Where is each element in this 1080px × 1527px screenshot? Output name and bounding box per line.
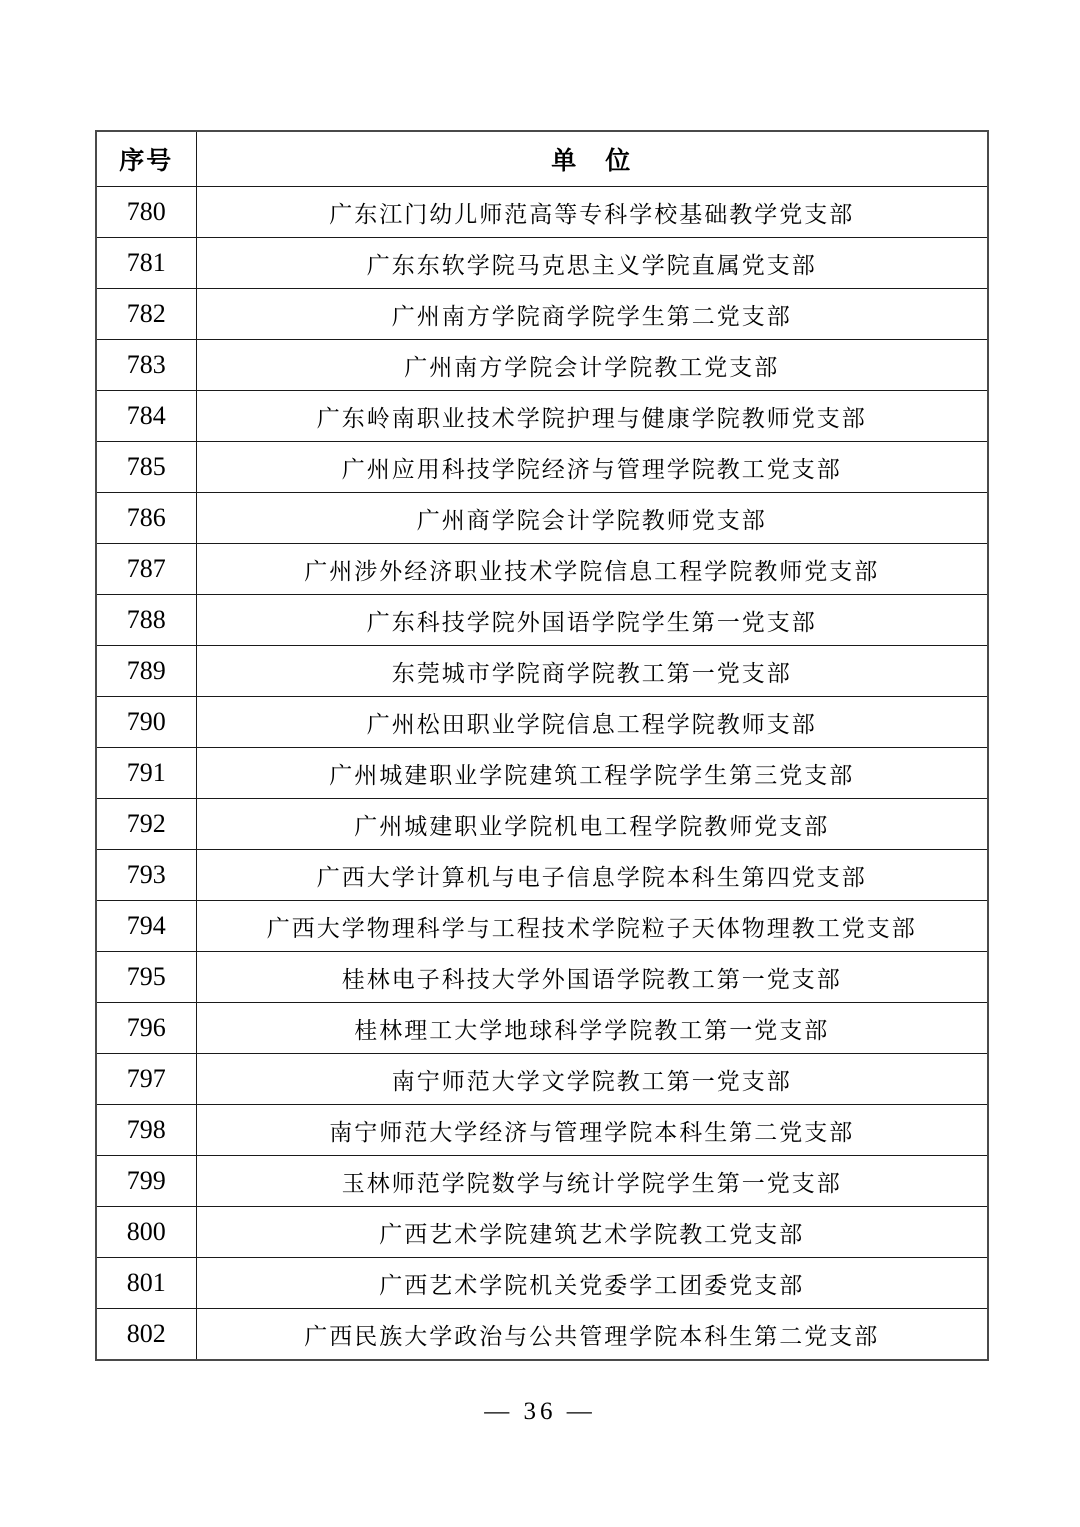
unit-name-cell: 广州商学院会计学院教师党支部 <box>196 493 988 544</box>
table-body <box>96 187 988 1361</box>
serial-number-cell: 791 <box>96 748 196 799</box>
table-row <box>96 1207 988 1258</box>
serial-number-cell: 795 <box>96 952 196 1003</box>
table-row <box>96 1105 988 1156</box>
unit-name-cell: 广东东软学院马克思主义学院直属党支部 <box>196 238 988 289</box>
serial-number-cell: 800 <box>96 1207 196 1258</box>
unit-name-cell: 南宁师范大学文学院教工第一党支部 <box>196 1054 988 1105</box>
unit-name-cell: 广州松田职业学院信息工程学院教师支部 <box>196 697 988 748</box>
unit-name-cell: 广西艺术学院建筑艺术学院教工党支部 <box>196 1207 988 1258</box>
unit-name-cell: 广州南方学院会计学院教工党支部 <box>196 340 988 391</box>
serial-number-cell: 794 <box>96 901 196 952</box>
serial-number-cell: 796 <box>96 1003 196 1054</box>
serial-number-cell: 786 <box>96 493 196 544</box>
unit-name-cell: 广西民族大学政治与公共管理学院本科生第二党支部 <box>196 1309 988 1361</box>
table-header <box>96 131 988 187</box>
unit-name-cell: 玉林师范学院数学与统计学院学生第一党支部 <box>196 1156 988 1207</box>
unit-name-cell: 广州涉外经济职业技术学院信息工程学院教师党支部 <box>196 544 988 595</box>
unit-name-cell: 广东科技学院外国语学院学生第一党支部 <box>196 595 988 646</box>
serial-number-cell: 797 <box>96 1054 196 1105</box>
table-row <box>96 1003 988 1054</box>
serial-number-cell: 781 <box>96 238 196 289</box>
table-row <box>96 289 988 340</box>
unit-name-cell: 广州南方学院商学院学生第二党支部 <box>196 289 988 340</box>
table-row <box>96 646 988 697</box>
unit-name-cell: 广西艺术学院机关党委学工团委党支部 <box>196 1258 988 1309</box>
serial-number-cell: 792 <box>96 799 196 850</box>
unit-name-cell: 东莞城市学院商学院教工第一党支部 <box>196 646 988 697</box>
table-row <box>96 799 988 850</box>
table-row <box>96 901 988 952</box>
serial-number-cell: 799 <box>96 1156 196 1207</box>
table-row <box>96 442 988 493</box>
unit-roster-table <box>95 130 989 1361</box>
unit-name-cell: 广东江门幼儿师范高等专科学校基础教学党支部 <box>196 187 988 238</box>
serial-number-cell: 782 <box>96 289 196 340</box>
column-header-serial-number: 序号 <box>96 131 196 187</box>
table-row <box>96 340 988 391</box>
table-row <box>96 493 988 544</box>
unit-name-cell: 广州城建职业学院机电工程学院教师党支部 <box>196 799 988 850</box>
table-row <box>96 1054 988 1105</box>
unit-name-cell: 桂林理工大学地球科学学院教工第一党支部 <box>196 1003 988 1054</box>
serial-number-cell: 793 <box>96 850 196 901</box>
unit-name-cell: 广西大学物理科学与工程技术学院粒子天体物理教工党支部 <box>196 901 988 952</box>
unit-name-cell: 广西大学计算机与电子信息学院本科生第四党支部 <box>196 850 988 901</box>
serial-number-cell: 798 <box>96 1105 196 1156</box>
table-row <box>96 952 988 1003</box>
column-header-unit: 单 位 <box>196 131 988 187</box>
table-row <box>96 1156 988 1207</box>
table-row <box>96 1258 988 1309</box>
serial-number-cell: 790 <box>96 697 196 748</box>
table-row <box>96 748 988 799</box>
serial-number-cell: 783 <box>96 340 196 391</box>
unit-name-cell: 广东岭南职业技术学院护理与健康学院教师党支部 <box>196 391 988 442</box>
table-row <box>96 850 988 901</box>
serial-number-cell: 789 <box>96 646 196 697</box>
header-row <box>96 131 988 187</box>
table-row <box>96 238 988 289</box>
serial-number-cell: 802 <box>96 1309 196 1361</box>
table-row <box>96 544 988 595</box>
unit-name-cell: 广州城建职业学院建筑工程学院学生第三党支部 <box>196 748 988 799</box>
serial-number-cell: 801 <box>96 1258 196 1309</box>
table-row <box>96 595 988 646</box>
serial-number-cell: 785 <box>96 442 196 493</box>
page-number: — 36 — <box>484 1398 596 1425</box>
serial-number-cell: 784 <box>96 391 196 442</box>
serial-number-cell: 788 <box>96 595 196 646</box>
serial-number-cell: 780 <box>96 187 196 238</box>
serial-number-cell: 787 <box>96 544 196 595</box>
unit-name-cell: 广州应用科技学院经济与管理学院教工党支部 <box>196 442 988 493</box>
table-row <box>96 1309 988 1361</box>
unit-name-cell: 南宁师范大学经济与管理学院本科生第二党支部 <box>196 1105 988 1156</box>
table-row <box>96 187 988 238</box>
unit-name-cell: 桂林电子科技大学外国语学院教工第一党支部 <box>196 952 988 1003</box>
table-row <box>96 391 988 442</box>
table-row <box>96 697 988 748</box>
